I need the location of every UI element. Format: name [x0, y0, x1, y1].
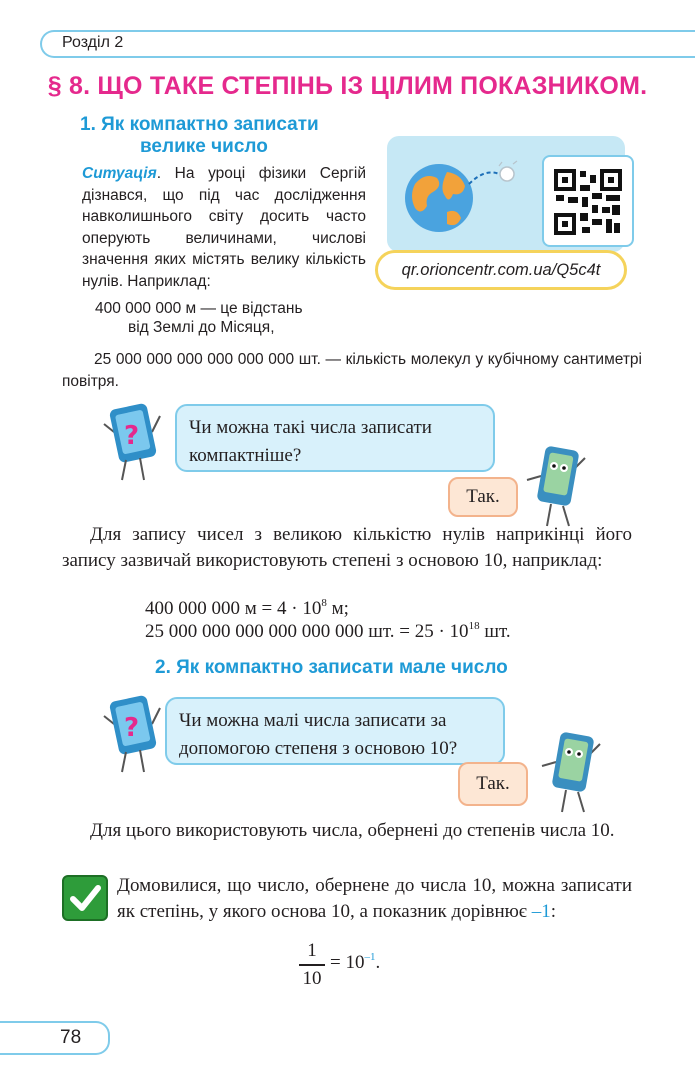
situation-text: . На уроці фізики Сергій дізнався, що під час дослідження навколишнього світу досить часто оперують величинами, числові значення яких містять велику кількість нулів. Наприклад:: [82, 165, 366, 290]
fraction-exponent: –1: [364, 951, 376, 963]
situation-paragraph: [82, 163, 366, 293]
fraction-equals: = 10: [330, 952, 365, 973]
fraction-numerator: 1: [307, 940, 317, 961]
rule-end: :: [550, 901, 556, 922]
page-title: § 8. ЩО ТАКЕ СТЕПІНЬ ІЗ ЦІЛИМ ПОКАЗНИКОМ.: [47, 72, 648, 100]
situation-label: Ситуація: [82, 165, 157, 182]
checkmark-icon: [62, 875, 108, 921]
paragraph-1: Для запису чисел з великою кількістю нулів наприкінці його запису зазвичай використовують степені з основою 10, наприклад:: [62, 524, 632, 571]
example-1-line1: 400 000 000 м — це відстань: [95, 300, 303, 317]
paragraph-2: Для цього використовують числа, обернені до степенів числа 10.: [90, 820, 615, 841]
subsection-1-title-line2: велике число: [140, 136, 268, 157]
formula-1-left: 400 000 000 м = 4 · 10: [145, 598, 322, 619]
example-2: 25 000 000 000 000 000 000 шт. — кількість молекул у кубічному сантиметрі повітря.: [62, 351, 642, 390]
question-character-icon: [100, 394, 162, 486]
header-frame: [40, 30, 695, 58]
question-bubble-1: Чи можна такі числа записати компактніше?: [175, 404, 495, 472]
svg-text:?: ?: [124, 421, 140, 451]
qr-code-icon[interactable]: [542, 155, 634, 247]
page-number: 78: [60, 1027, 82, 1048]
fraction-bar: [299, 964, 325, 966]
answer-bubble-2: Так.: [458, 762, 528, 806]
formula-1-exponent: 8: [321, 597, 327, 609]
rule-paragraph: [117, 873, 632, 925]
formula-2: [145, 621, 511, 643]
fraction-end: .: [375, 952, 381, 973]
fraction-denominator: 10: [302, 967, 322, 989]
answer-character-icon-2: [540, 726, 602, 818]
subsection-1-title-line1: 1. Як компактно записати: [80, 114, 319, 135]
fraction: [299, 940, 325, 990]
rule-text: Домовилися, що число, обернене до числа 10, можна записати як степінь, у якого основа 10, а показник дорівнює: [117, 875, 632, 922]
subsection-2-title: 2. Як компактно записати мале число: [155, 657, 508, 678]
formula-1-right: м;: [326, 598, 349, 619]
answer-bubble-1: Так.: [448, 477, 518, 517]
formula-2-exponent: 18: [468, 620, 480, 632]
svg-text:?: ?: [124, 713, 140, 743]
resource-link[interactable]: qr.orioncentr.com.ua/Q5c4t: [375, 250, 627, 290]
page-number-frame: [0, 1021, 110, 1055]
fraction-result: [330, 952, 380, 974]
section-label: Розділ 2: [62, 34, 124, 51]
formula-1: [145, 598, 349, 620]
formula-2-left: 25 000 000 000 000 000 000 шт. = 25 · 10: [145, 621, 469, 642]
question-character-icon-2: [100, 686, 162, 778]
answer-character-icon: [525, 440, 587, 532]
example-1-line2: від Землі до Місяця,: [128, 319, 275, 336]
formula-2-right: шт.: [479, 621, 511, 642]
question-bubble-2: Чи можна малі числа записати за допомогою степеня з основою 10?: [165, 697, 505, 765]
rule-value: –1: [531, 901, 551, 922]
